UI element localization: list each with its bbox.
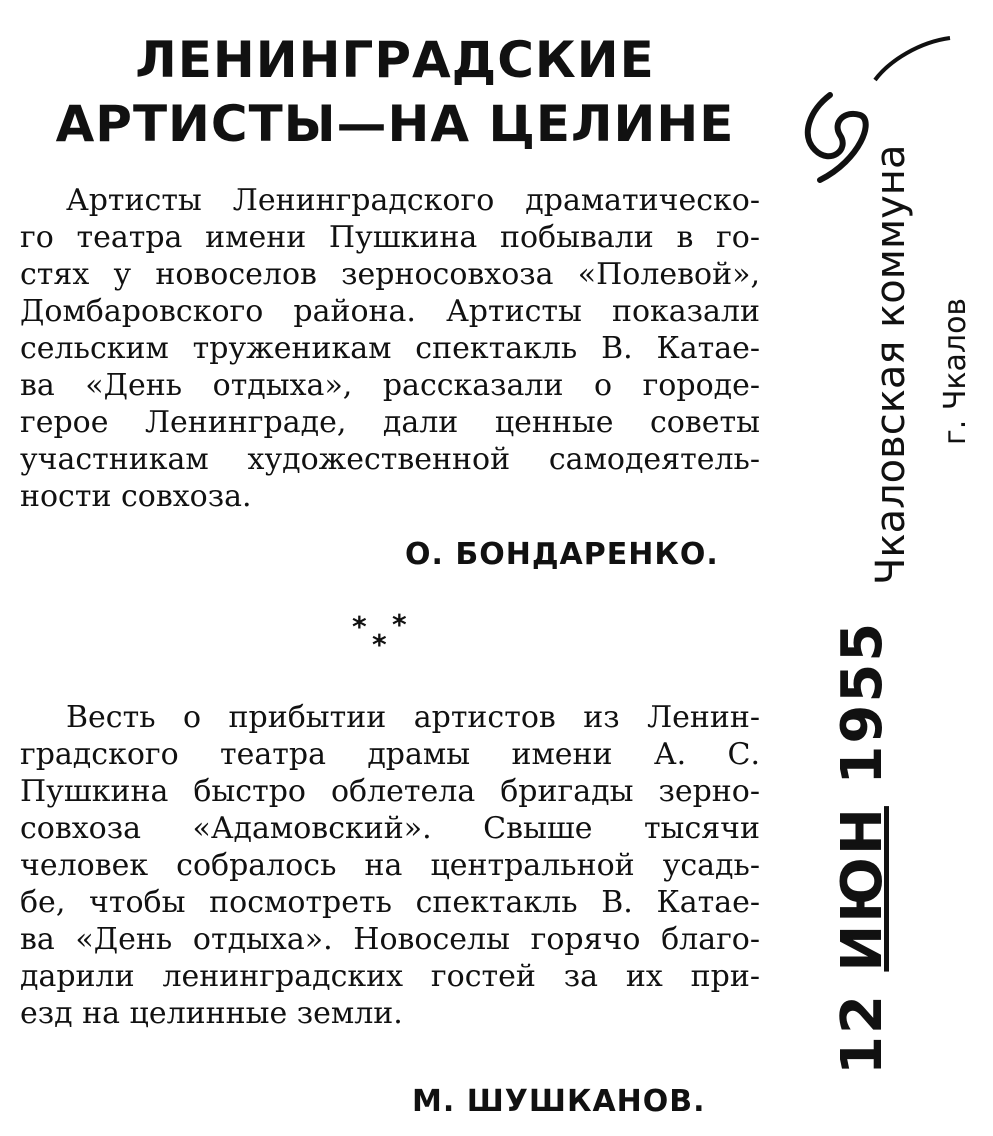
asterisk-icon: *	[392, 608, 407, 641]
stamp-year: 1955	[830, 620, 895, 785]
article-1-line: ва «День отдыха», рассказали о городе-	[20, 368, 760, 403]
article-2-line: совхоза «Адамовский». Свыше тысячи	[20, 811, 760, 846]
article-1-line: ности совхоза.	[20, 479, 252, 514]
article-2-line: человек собралось на центральной усадь-	[20, 848, 760, 883]
article-1-line: герое Ленинграде, дали ценные советы	[20, 405, 760, 440]
article-1-line: стях у новоселов зерносовхоза «Полевой»,	[20, 257, 760, 292]
article-1-author: О. БОНДАРЕНКО.	[405, 537, 719, 572]
article-1-line: Домбаровского района. Артисты показали	[20, 294, 760, 329]
article-2-author: М. ШУШКАНОВ.	[412, 1084, 706, 1119]
stamp-masthead: Чкаловская коммуна	[868, 144, 914, 585]
article-2-line: дарили ленинградских гостей за их при-	[20, 959, 760, 994]
article-2-line: градского театра драмы имени А. С.	[20, 737, 760, 772]
headline-line-1: ЛЕНИНГРАДСКИЕ	[135, 31, 655, 89]
stamp-city: г. Чкалов	[938, 297, 973, 445]
stamp-date	[830, 621, 895, 1075]
stamp-month: ИЮН	[830, 806, 895, 972]
article-2-line: Весть о прибытии артистов из Ленин-	[66, 700, 760, 735]
stamp-day: 12	[830, 993, 895, 1075]
headline	[30, 28, 760, 156]
article-2	[20, 699, 760, 1032]
article-1-line: сельским труженикам спектакль В. Катае-	[20, 331, 760, 366]
article-1	[20, 182, 760, 515]
article-2-line: езд на целинные земли.	[20, 996, 403, 1031]
article-2-line: Пушкина быстро облетела бригады зерно-	[20, 774, 760, 809]
asterisk-icon: *	[352, 610, 367, 643]
asterism-separator	[330, 608, 430, 661]
asterisk-icon: *	[372, 628, 387, 661]
article-2-line: ва «День отдыха». Новоселы горячо благо-	[20, 922, 760, 957]
article-2-line: бе, чтобы посмотреть спектакль В. Катае-	[20, 885, 760, 920]
article-1-line: участникам художественной самодеятель-	[20, 442, 760, 477]
headline-line-2: АРТИСТЫ—НА ЦЕЛИНЕ	[55, 95, 735, 153]
article-1-line: го театра имени Пушкина побывали в го-	[20, 220, 760, 255]
article-1-line: Артисты Ленинградского драматическо-	[66, 183, 760, 218]
